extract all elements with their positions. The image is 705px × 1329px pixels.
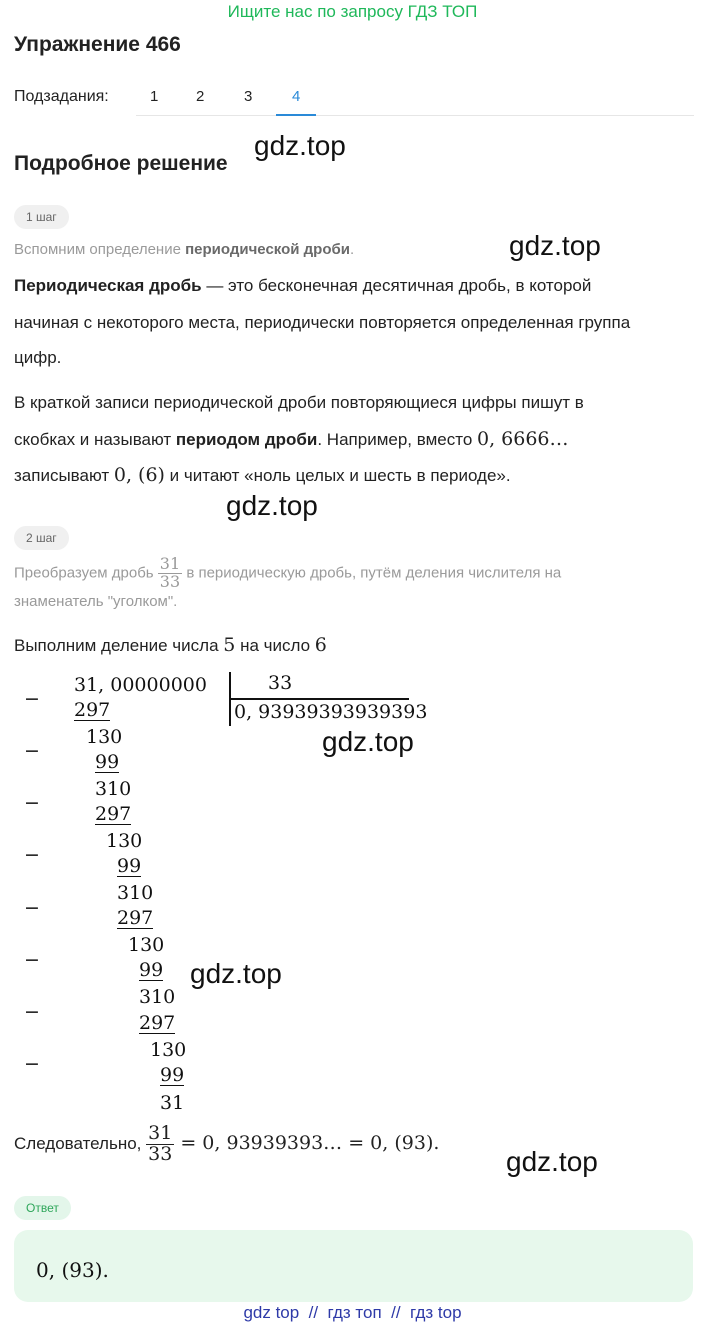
- watermark: gdz.top: [509, 230, 601, 261]
- division-row: 99: [95, 751, 120, 773]
- dividend: 31, 00000000: [74, 674, 207, 696]
- active-tab-indicator: [276, 114, 316, 116]
- division-row: 130: [128, 934, 165, 956]
- division-row: 99: [139, 959, 164, 981]
- minus-sign: −: [24, 949, 40, 971]
- footer-links[interactable]: gdz top // гдз топ // гдз top: [243, 1303, 462, 1322]
- division-row: 297: [95, 803, 132, 825]
- quotient: 0, 93939393939393: [234, 701, 428, 723]
- answer-box: [14, 1230, 693, 1302]
- answer-value: 0, (93).: [36, 1258, 109, 1282]
- division-row: 310: [95, 778, 132, 800]
- watermark: gdz.top: [322, 726, 414, 757]
- step-2-badge: 2 шаг: [14, 526, 69, 550]
- division-row: 99: [117, 855, 142, 877]
- step-2-hint: Преобразуем дробь $\frac{31}{33}$ в периодическую дробь, путём деления числителя на знаменатель "уголком".: [14, 554, 562, 610]
- conclusion: Следовательно, $\frac{31}{33}$ = 0, 93939393… = 0, (93).: [14, 1122, 440, 1165]
- subtasks-label: Подзадания:: [14, 88, 109, 105]
- minus-sign: −: [24, 688, 40, 710]
- division-row: 297: [139, 1012, 176, 1034]
- division-row: 130: [150, 1039, 187, 1061]
- division-row: 310: [117, 882, 154, 904]
- subtasks-bar: [14, 80, 694, 116]
- period-text-line-2: скобках и называют периодом дроби. Например, вместо 0, 6666…: [14, 428, 569, 450]
- division-intro: Выполним деление числа 5 на число 6: [14, 634, 327, 656]
- minus-sign: −: [24, 1001, 40, 1023]
- division-bracket-horizontal: [229, 698, 409, 700]
- division-row: 130: [106, 830, 143, 852]
- period-text-line-1: В краткой записи периодической дроби повторяющиеся цифры пишут в: [14, 393, 584, 412]
- minus-sign: −: [24, 897, 40, 919]
- step-1-badge: 1 шаг: [14, 205, 69, 229]
- division-row: 130: [86, 726, 123, 748]
- watermark: gdz.top: [190, 958, 282, 989]
- watermark: gdz.top: [254, 130, 346, 161]
- tab-subtask-2[interactable]: 2: [196, 88, 205, 105]
- definition-line-2: начиная с некоторого места, периодически повторяется определенная группа: [14, 313, 631, 332]
- minus-sign: −: [24, 844, 40, 866]
- definition-line-3: цифр.: [14, 348, 62, 367]
- minus-sign: −: [24, 792, 40, 814]
- page-title: Упражнение 466: [14, 33, 181, 56]
- tab-subtask-3[interactable]: 3: [244, 88, 253, 105]
- solution-heading: Подробное решение: [14, 152, 228, 175]
- watermark: gdz.top: [506, 1146, 598, 1177]
- fraction-31-33: $\frac{31}{33}$: [148, 1122, 173, 1165]
- answer-badge: Ответ: [14, 1196, 71, 1220]
- fraction-31-33: $\frac{31}{33}$: [159, 554, 181, 591]
- minus-sign: −: [24, 1053, 40, 1075]
- period-text-line-3: записывают 0, (6) и читают «ноль целых и шесть в периоде».: [14, 464, 511, 486]
- search-banner: Ищите нас по запросу ГДЗ ТОП: [227, 2, 478, 21]
- tab-subtask-1[interactable]: 1: [150, 88, 159, 105]
- division-row: 297: [74, 699, 111, 721]
- tab-subtask-4[interactable]: 4: [292, 88, 301, 105]
- tabs-divider: [136, 115, 694, 116]
- division-row: 297: [117, 907, 154, 929]
- watermark: gdz.top: [226, 490, 318, 521]
- minus-sign: −: [24, 740, 40, 762]
- division-row: 31: [160, 1092, 185, 1114]
- divisor: 33: [268, 672, 293, 694]
- step-1-hint: Вспомним определение периодической дроби.: [14, 241, 355, 258]
- definition-line-1: Периодическая дробь — это бесконечная десятичная дробь, в которой: [14, 276, 592, 295]
- division-row: 99: [160, 1064, 185, 1086]
- division-row: 310: [139, 986, 176, 1008]
